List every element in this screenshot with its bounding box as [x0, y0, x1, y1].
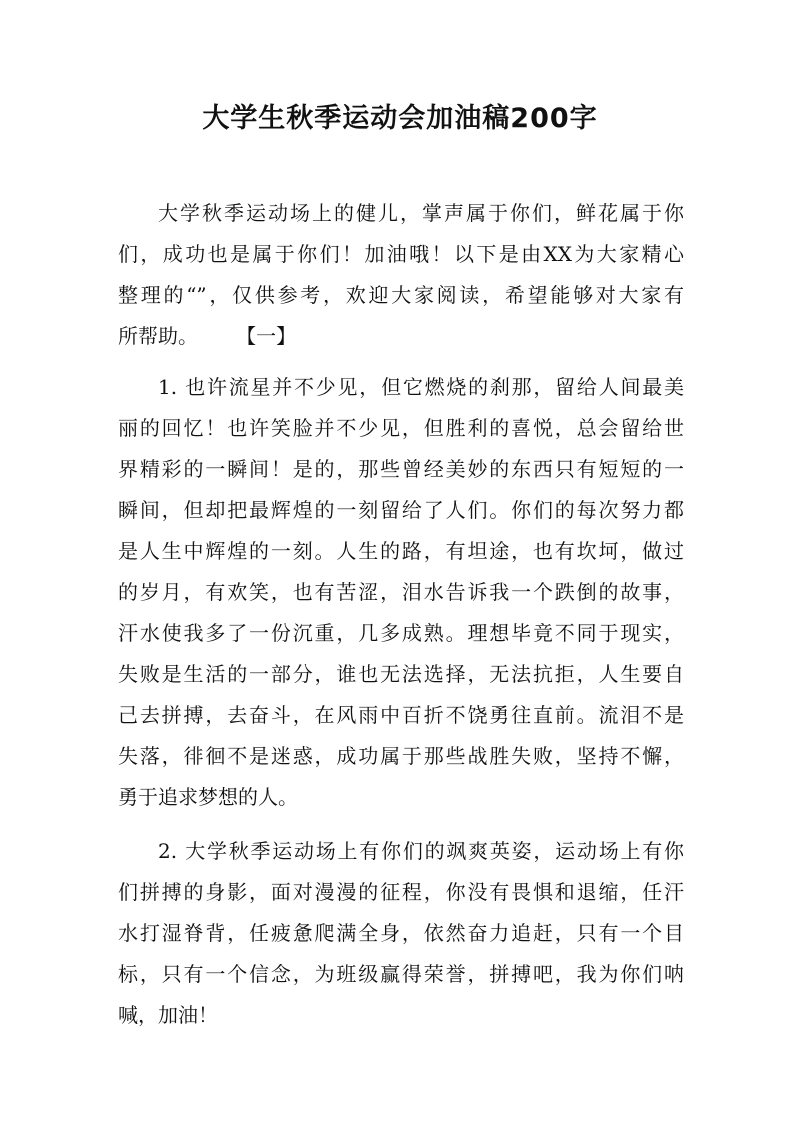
para1-line-10: 失落，徘徊不是迷惑，成功属于那些战胜失败，坚持不懈， — [118, 744, 684, 768]
para1-line-8: 失败是生活的一部分，谁也无法选择，无法抗拒，人生要自 — [118, 662, 684, 686]
paragraph-spacer — [118, 818, 684, 831]
para1-line-5: 是人生中辉煌的一刻。人生的路，有坦途，也有坎坷，做过 — [118, 539, 684, 563]
paragraph-spacer — [118, 357, 684, 367]
document-body — [118, 193, 684, 1036]
para2-line-1: 2. 大学秋季运动场上有你们的飒爽英姿，运动场上有你 — [158, 839, 684, 863]
para1-line-7: 汗水使我多了一份沉重，几多成熟。理想毕竟不同于现实， — [118, 621, 684, 645]
para1-line-6: 的岁月，有欢笑，也有苦涩，泪水告诉我一个跌倒的故事， — [118, 580, 684, 604]
para1-line-11: 勇于追求梦想的人。 — [118, 785, 298, 809]
para2-line-5: 喊，加油！ — [118, 1003, 218, 1027]
para2-line-4: 标，只有一个信念，为班级赢得荣誉，拼搏吧，我为你们呐 — [118, 962, 684, 986]
paragraph-1 — [118, 367, 684, 818]
para2-line-3: 水打湿脊背，任疲惫爬满全身，依然奋力追赶，只有一个目 — [118, 921, 684, 945]
para1-line-9: 己去拼搏，去奋斗，在风雨中百折不饶勇往直前。流泪不是 — [118, 703, 684, 727]
document-title: 大学生秋季运动会加油稿200字 — [202, 103, 598, 134]
para1-line-3: 界精彩的一瞬间！是的，那些曾经美妙的东西只有短短的一 — [118, 457, 684, 481]
intro-line-2: 们，成功也是属于你们！加油哦！以下是由XX为大家精心 — [118, 242, 684, 266]
intro-paragraph — [118, 193, 684, 357]
para1-line-2: 丽的回忆！也许笑脸并不少见，但胜利的喜悦，总会留给世 — [118, 416, 684, 440]
intro-line-3: 整理的“”，仅供参考，欢迎大家阅读，希望能够对大家有 — [118, 283, 684, 307]
para2-line-2: 们拼搏的身影，面对漫漫的征程，你没有畏惧和退缩，任汗 — [118, 880, 684, 904]
para1-line-1: 1. 也许流星并不少见，但它燃烧的刹那，留给人间最美 — [158, 375, 684, 399]
para1-line-4: 瞬间，但却把最辉煌的一刻留给了人们。你们的每次努力都 — [118, 498, 684, 522]
intro-line-1: 大学秋季运动场上的健儿，掌声属于你们，鲜花属于你 — [158, 201, 684, 225]
paragraph-2 — [118, 831, 684, 1036]
intro-line-4: 所帮助。 【一】 — [118, 324, 297, 348]
